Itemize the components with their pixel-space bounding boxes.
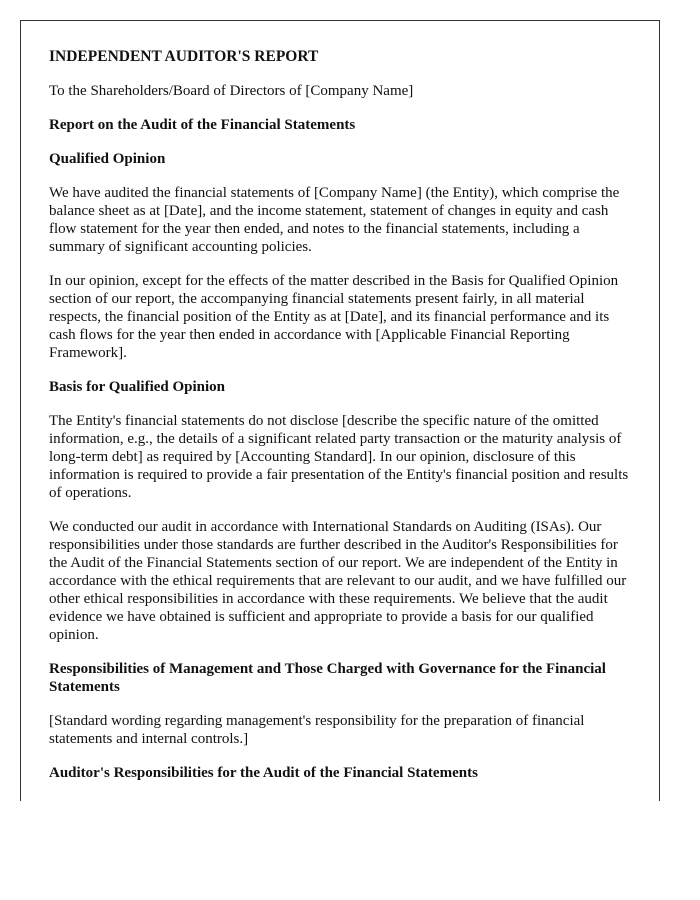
section-heading-auditor-responsibilities: Auditor's Responsibilities for the Audit of the Financial Statements: [49, 765, 478, 781]
paragraph-opinion: In our opinion, except for the effects of the matter described in the Basis for Qualified Opinion section of our report, the accompanying financial statements present fairly, in all material respects, the financial position of the Entity as at [Date], and its financial performance and its cash flows for the year then ended in accordance with [Applicable Financial Reporting Framework].: [49, 273, 619, 361]
paragraph-audited-statements: We have audited the financial statements of [Company Name] (the Entity), which comprise the balance sheet as at [Date], and the income statement, statement of changes in equity and cash flow statement for the year then ended, and notes to the financial statements, including a summary of significant accounting policies.: [49, 185, 620, 255]
section-heading-qualified-opinion: Qualified Opinion: [49, 151, 166, 167]
section-heading-management-responsibilities: Responsibilities of Management and Those Charged with Governance for the Financial Statements: [49, 661, 606, 695]
section-heading-basis-for-qualified-opinion: Basis for Qualified Opinion: [49, 379, 226, 395]
report-title: INDEPENDENT AUDITOR'S REPORT: [49, 48, 319, 65]
paragraph-nondisclosure: The Entity's financial statements do not disclose [describe the specific nature of the omitted information, e.g., the details of a significant related party transaction or the maturity analysis of long-term debt] as required by [Accounting Standard]. In our opinion, disclosure of this information is required to provide a fair presentation of the Entity's financial position and results of operations.: [49, 413, 629, 501]
paragraph-isa-compliance: We conducted our audit in accordance with International Standards on Auditing (ISAs). Our responsibilities under those standards are further described in the Auditor's Responsibilities for the Audit of the Financial Statements section of our report. We are independent of the Entity in accordance with the ethical requirements that are relevant to our audit, and we have fulfilled our other ethical responsibilities in accordance with these requirements. We believe that the audit evidence we have obtained is sufficient and appropriate to provide a basis for our qualified opinion.: [49, 519, 627, 643]
addressee-line: To the Shareholders/Board of Directors of [Company Name]: [49, 83, 414, 99]
paragraph-management-wording: [Standard wording regarding management's responsibility for the preparation of financial statements and internal controls.]: [49, 713, 585, 747]
report-heading: Report on the Audit of the Financial Statements: [49, 117, 356, 133]
report-document: [20, 20, 660, 801]
